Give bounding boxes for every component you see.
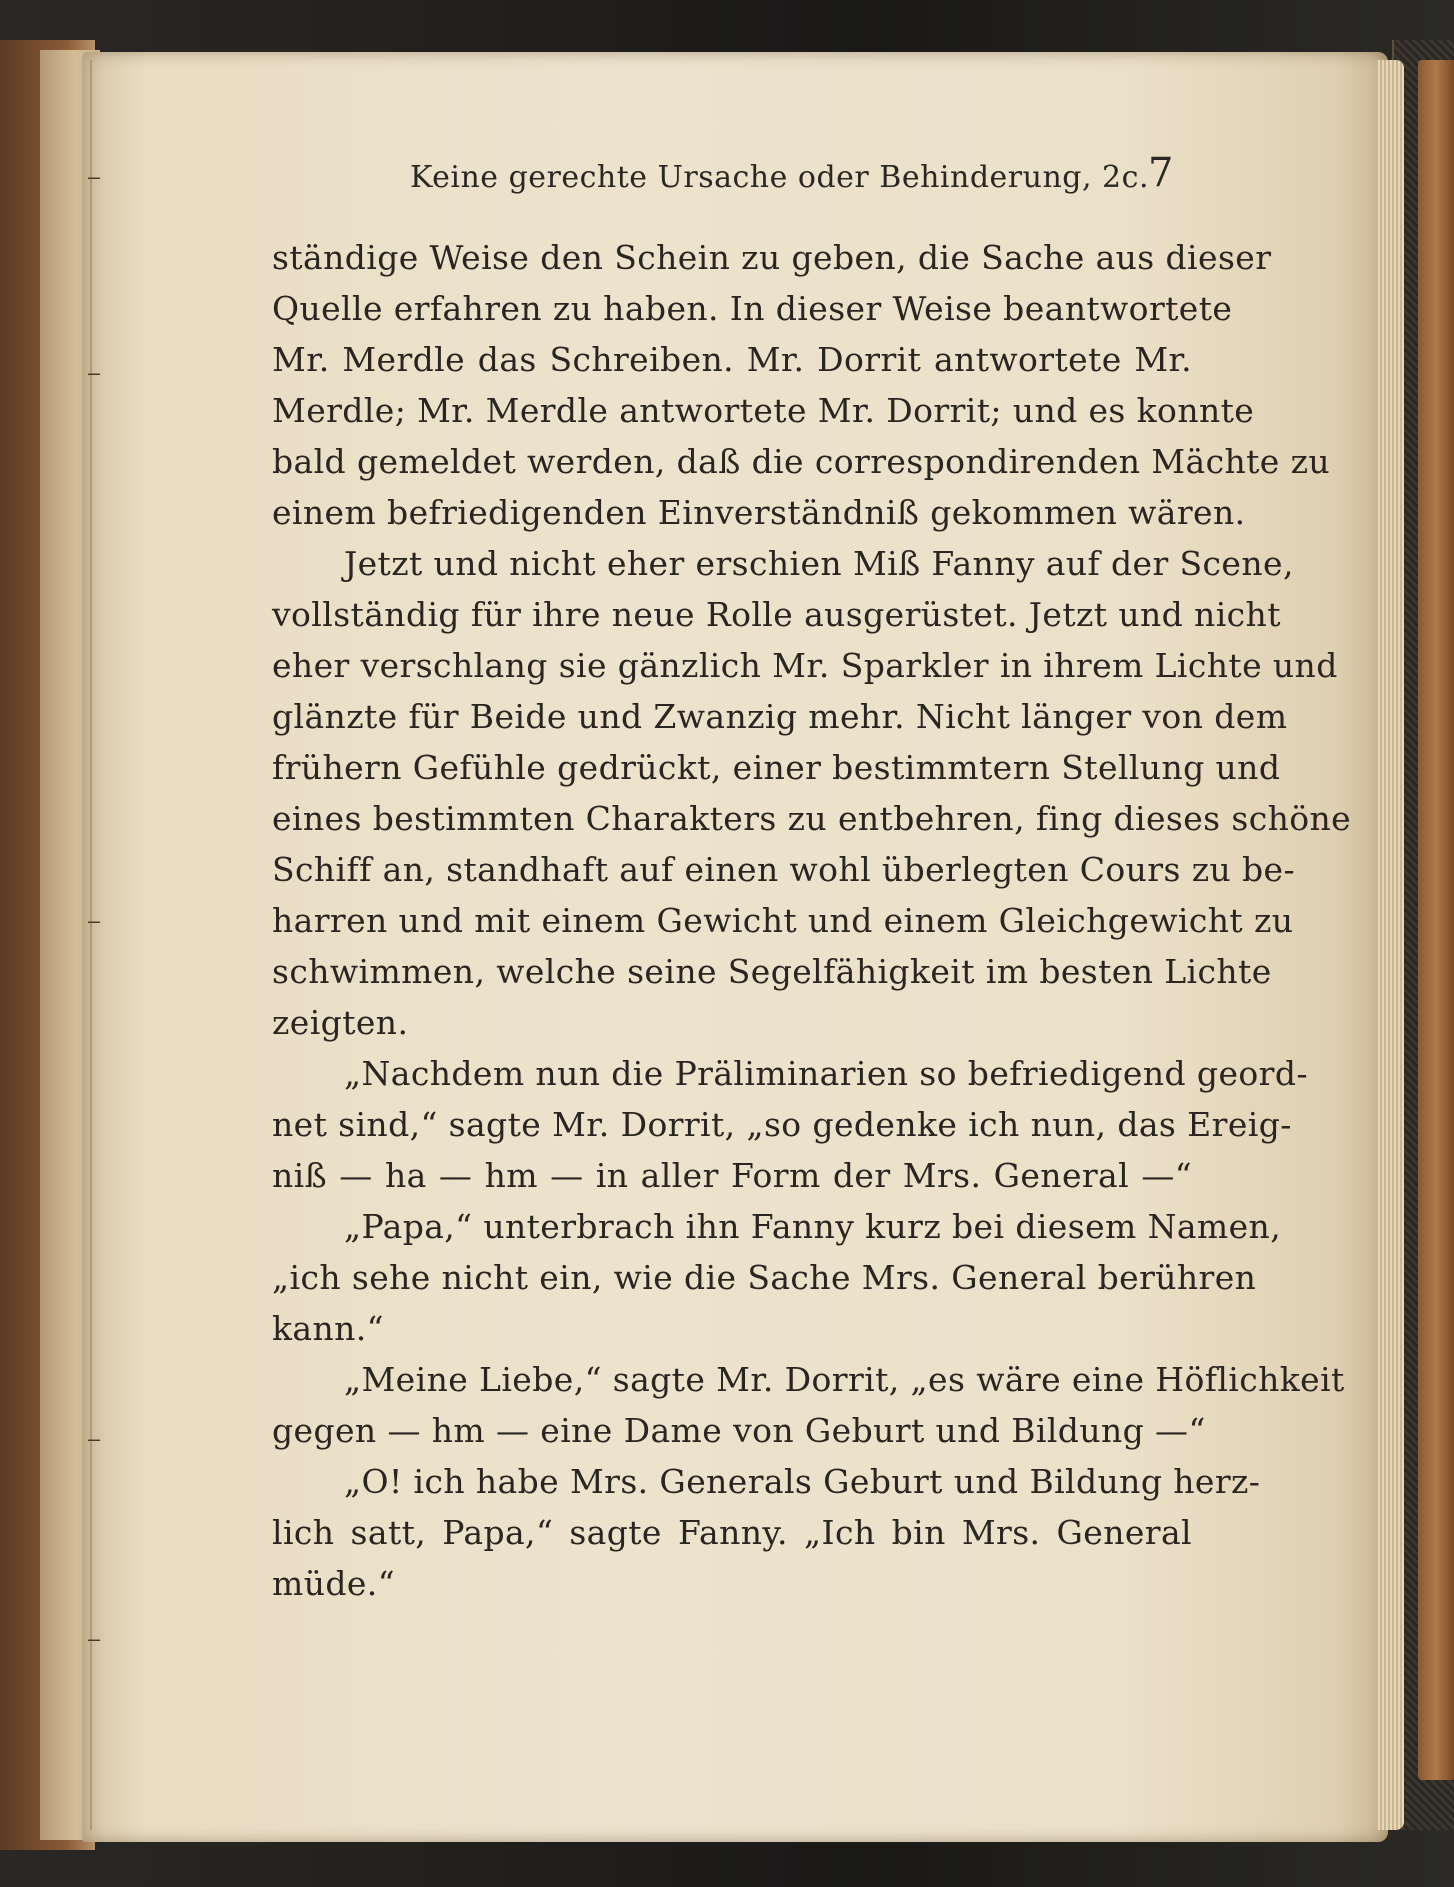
text-line: Schiff an, standhaft auf einen wohl überlegten Cours zu be- [272, 850, 1296, 889]
binding-stitch-mark: ‒ [87, 361, 101, 386]
text-line: kann.“ [272, 1309, 384, 1348]
text-line: lich satt, Papa,“ sagte Fanny. „Ich bin Mrs. General [272, 1513, 1192, 1552]
page-block-edges [1376, 60, 1404, 1830]
running-header: Keine gerechte Ursache oder Behinderung, 2c. [410, 160, 1149, 195]
leather-spine-edge [1418, 60, 1454, 1780]
body-text [272, 232, 1352, 1609]
text-line: glänzte für Beide und Zwanzig mehr. Nicht länger von dem [272, 697, 1288, 736]
page-number: 7 [1148, 150, 1174, 196]
text-line: müde.“ [272, 1564, 395, 1603]
text-line: bald gemeldet werden, daß die correspondirenden Mächte zu [272, 442, 1331, 481]
binding-stitch-mark: ‒ [87, 1627, 101, 1652]
text-line: vollständig für ihre neue Rolle ausgerüstet. Jetzt und nicht [272, 595, 1281, 634]
text-line: „Nachdem nun die Präliminarien so befriedigend geord- [344, 1054, 1308, 1093]
text-line: Quelle erfahren zu haben. In dieser Weise beantwortete [272, 289, 1233, 328]
text-line: zeigten. [272, 1003, 409, 1042]
text-line: Merdle; Mr. Merdle antwortete Mr. Dorrit; und es konnte [272, 391, 1255, 430]
binding-stitch-mark: ‒ [87, 909, 101, 934]
text-line: Jetzt und nicht eher erschien Miß Fanny auf der Scene, [344, 544, 1294, 583]
text-line: schwimmen, welche seine Segelfähigkeit im besten Lichte [272, 952, 1272, 991]
text-line: Mr. Merdle das Schreiben. Mr. Dorrit antwortete Mr. [272, 340, 1192, 379]
text-line: niß — ha — hm — in aller Form der Mrs. General —“ [272, 1156, 1192, 1195]
text-line: gegen — hm — eine Dame von Geburt und Bildung —“ [272, 1411, 1206, 1450]
text-line: „Papa,“ unterbrach ihn Fanny kurz bei diesem Namen, [344, 1207, 1282, 1246]
text-line: „O! ich habe Mrs. Generals Geburt und Bildung herz- [344, 1462, 1261, 1501]
text-line: eines bestimmten Charakters zu entbehren, fing dieses schöne [272, 799, 1352, 838]
text-line: „Meine Liebe,“ sagte Mr. Dorrit, „es wäre eine Höflichkeit [344, 1360, 1345, 1399]
text-line: einem befriedigenden Einverständniß gekommen wären. [272, 493, 1246, 532]
text-line: net sind,“ sagte Mr. Dorrit, „so gedenke ich nun, das Ereig- [272, 1105, 1292, 1144]
text-line: frühern Gefühle gedrückt, einer bestimmtern Stellung und [272, 748, 1281, 787]
binding-stitch-mark: ‒ [87, 165, 101, 190]
binding-stitch-mark: ‒ [87, 1427, 101, 1452]
text-line: ständige Weise den Schein zu geben, die Sache aus dieser [272, 238, 1272, 277]
text-line: eher verschlang sie gänzlich Mr. Sparkler in ihrem Lichte und [272, 646, 1338, 685]
text-line: „ich sehe nicht ein, wie die Sache Mrs. General berühren [272, 1258, 1257, 1297]
text-line: harren und mit einem Gewicht und einem Gleichgewicht zu [272, 901, 1294, 940]
gutter-fold [90, 60, 92, 1830]
